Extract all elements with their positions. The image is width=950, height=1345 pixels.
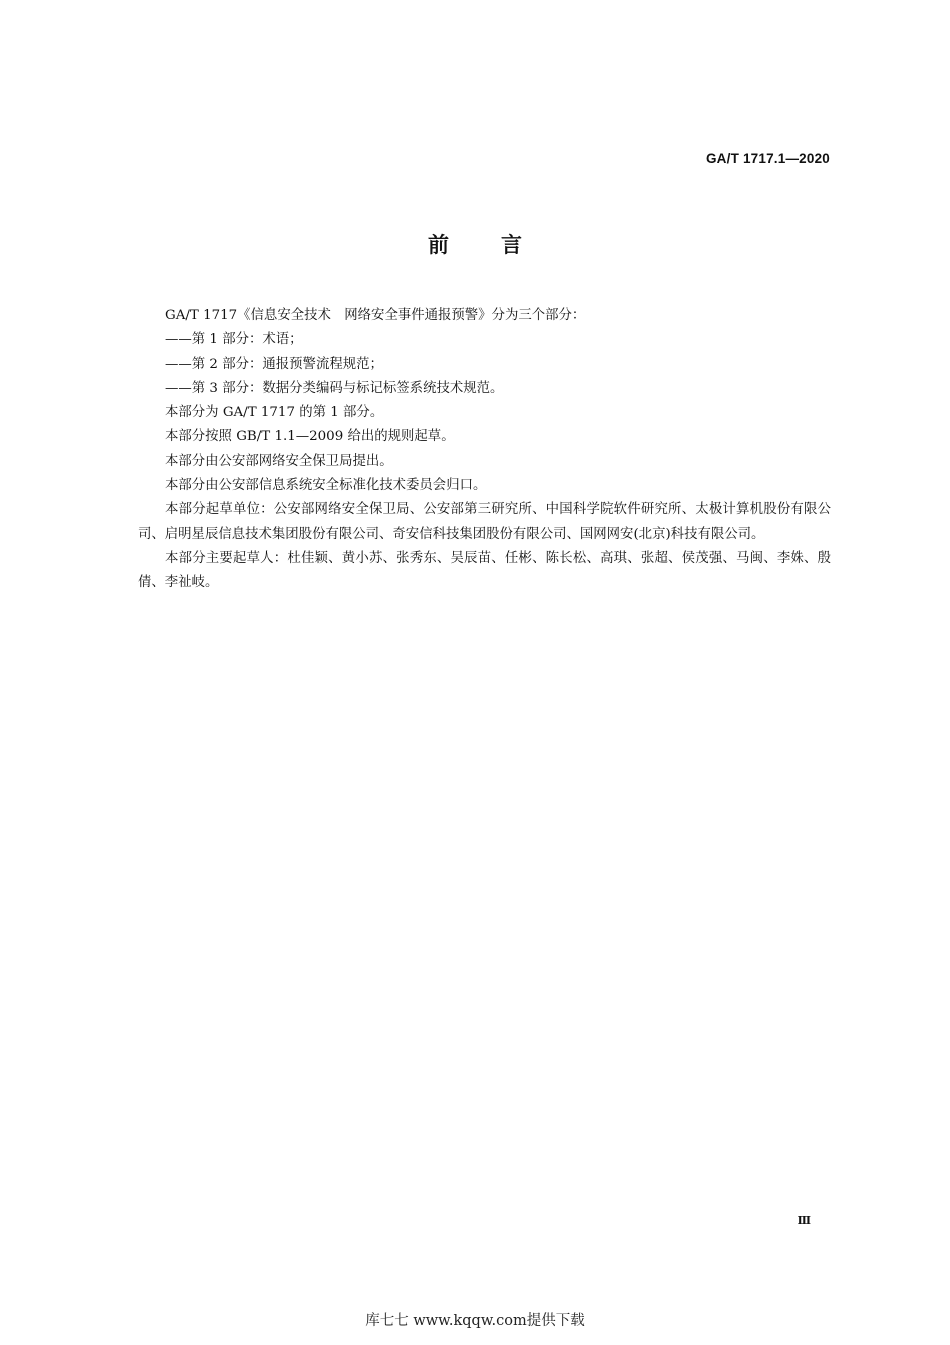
paragraph-drafting-rules: 本部分按照 GB/T 1.1—2009 给出的规则起草。 bbox=[165, 429, 455, 445]
paragraph-proposed-by: 本部分由公安部网络安全保卫局提出。 bbox=[165, 453, 393, 469]
paragraph-part-statement: 本部分为 GA/T 1717 的第 1 部分。 bbox=[165, 405, 384, 421]
paragraph-drafters: 本部分主要起草人：杜佳颖、黄小苏、张秀东、吴辰苗、任彬、陈长松、高琪、张超、侯茂强、马闽、李姝、殷倩、李祉岐。 bbox=[138, 550, 831, 591]
download-footer: 库七七 www.kqqw.com提供下载 bbox=[365, 1313, 585, 1329]
page-number: Ⅲ bbox=[797, 1214, 811, 1227]
paragraph-centralized-by: 本部分由公安部信息系统安全标准化技术委员会归口。 bbox=[165, 478, 487, 494]
list-item-part-3: ——第 3 部分：数据分类编码与标记标签系统技术规范。 bbox=[165, 380, 504, 396]
paragraph-intro: GA/T 1717《信息安全技术 网络安全事件通报预警》分为三个部分： bbox=[165, 308, 586, 323]
page-title: 前言 bbox=[428, 233, 574, 257]
list-item-part-1: ——第 1 部分：术语； bbox=[165, 332, 303, 348]
document-code: GA/T 1717.1—2020 bbox=[705, 151, 830, 166]
paragraph-drafting-units: 本部分起草单位：公安部网络安全保卫局、公安部第三研究所、中国科学院软件研究所、太极计算机股份有限公司、启明星辰信息技术集团股份有限公司、奇安信科技集团股份有限公司、国网网安(北京)科技有限公司。 bbox=[138, 502, 831, 542]
list-item-part-2: ——第 2 部分：通报预警流程规范； bbox=[165, 356, 383, 372]
foreword-body bbox=[138, 304, 831, 596]
